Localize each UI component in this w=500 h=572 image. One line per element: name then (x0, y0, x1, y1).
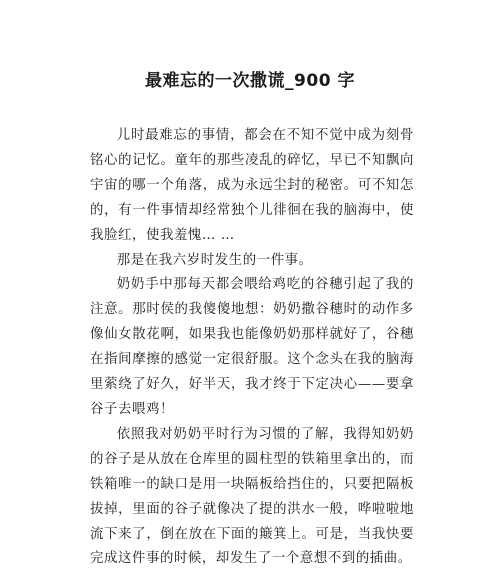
document-body (90, 124, 414, 572)
paragraph-3: 奶奶手中那每天都会喂给鸡吃的谷穗引起了我的注意。那时侯的我傻傻地想：奶奶撒谷穗时的动作多像仙女散花啊，如果我也能像奶奶那样就好了，谷穗在指间摩擦的感觉一定很舒服。这个念头在我的脑海里萦绕了好久，好半天，我才终于下定决心——要拿谷子去喂鸡！ (90, 277, 414, 417)
paragraph-2: 那是在我六岁时发生的一件事。 (116, 252, 313, 268)
document-title: 最难忘的一次撒谎_900 字 (145, 71, 355, 91)
paragraph-1: 儿时最难忘的事情，都会在不知不觉中成为刻骨铭心的记忆。童年的那些凌乱的碎忆，早已不知飘向宇宙的哪一个角落，成为永远尘封的秘密。可不知怎的，有一件事情却经常独个儿徘徊在我的脑海中，使我脸红，使我羞愧… … (90, 128, 414, 243)
paragraph-4: 依照我对奶奶平时行为习惯的了解，我得知奶奶的谷子是从放在仓库里的圆柱型的铁箱里拿出的，而铁箱唯一的缺口是用一块隔板给挡住的，只要把隔板拔掉，里面的谷子就像决了提的洪水一般，哗啦啦地流下来了，倒在放在下面的簸箕上。可是，当我快要完成这件事的时候，却发生了一个意想不到的插曲。 (90, 426, 414, 567)
